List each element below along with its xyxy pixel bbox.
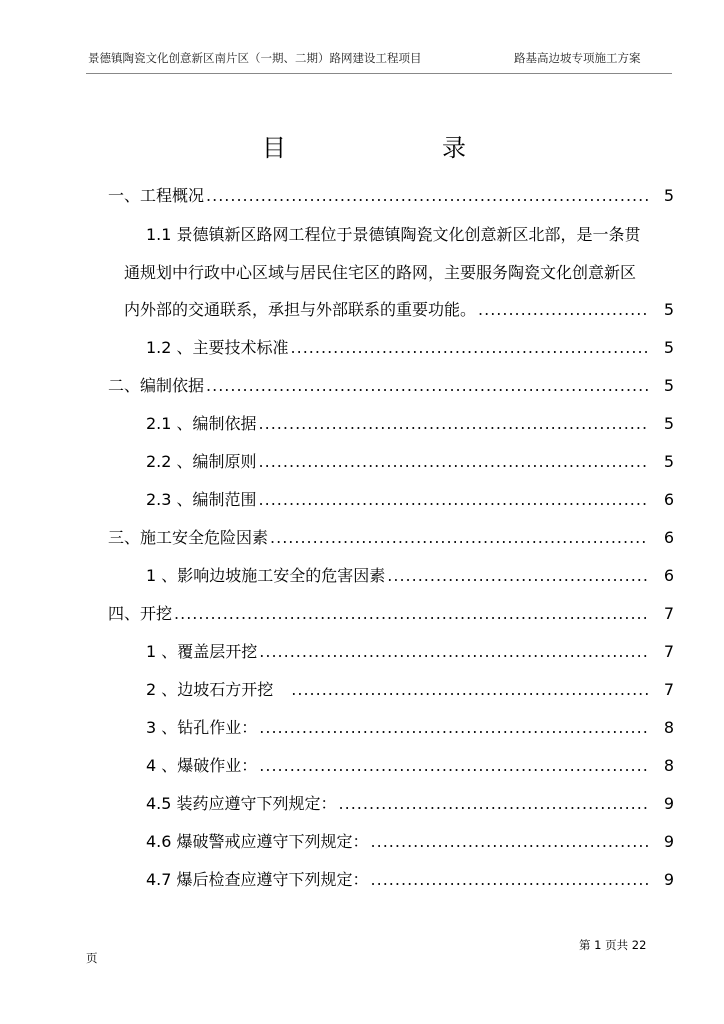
toc-entry-chapter-4[interactable] (108, 604, 674, 624)
toc-entry-label: 二、编制依据 (108, 376, 205, 395)
leader-dots (206, 376, 648, 396)
leader-dots (259, 414, 648, 434)
toc-page-number: 7 (663, 680, 674, 699)
toc-page-number: 8 (663, 756, 674, 775)
toc-entry-2-3[interactable] (146, 490, 674, 510)
toc-page-number: 6 (663, 566, 674, 585)
toc-paragraph-line-2[interactable]: 通规划中行政中心区域与居民住宅区的路网，主要服务陶瓷文化创意新区 (124, 263, 637, 282)
leader-dots (371, 832, 648, 852)
leader-dots (259, 718, 648, 738)
toc-page-number: 7 (663, 642, 674, 661)
toc-entry-4-5[interactable] (146, 794, 674, 814)
toc-entry-4-6[interactable] (146, 832, 674, 852)
toc-page-number: 9 (663, 870, 674, 889)
leader-dots (387, 566, 648, 586)
leader-dots (206, 186, 648, 206)
toc-page-number: 7 (663, 604, 674, 623)
leader-dots (270, 528, 648, 548)
toc-page-number: 5 (663, 338, 674, 357)
toc-entry-label: 1.2 、主要技术标准 (146, 338, 289, 357)
toc-entry-chapter-1[interactable] (108, 186, 674, 206)
toc-entry-2-2[interactable] (146, 452, 674, 472)
leader-dots (174, 604, 648, 624)
toc-entry-4-2[interactable] (146, 680, 674, 700)
toc-page-number: 6 (663, 528, 674, 547)
running-header-document: 路基高边坡专项施工方案 (514, 51, 641, 65)
toc-entry-label: 1 、影响边坡施工安全的危害因素 (146, 566, 386, 585)
footer-page-suffix: 页 (86, 951, 98, 965)
toc-page-number: 6 (663, 490, 674, 509)
toc-page-number: 5 (663, 452, 674, 471)
toc-paragraph-line-1[interactable]: 1.1 景德镇新区路网工程位于景德镇陶瓷文化创意新区北部，是一条贯 (146, 225, 641, 244)
leader-dots (259, 490, 648, 510)
leader-dots (259, 756, 648, 776)
toc-page-number: 9 (663, 832, 674, 851)
toc-entry-4-7[interactable] (146, 870, 674, 890)
toc-entry-label: 内外部的交通联系，承担与外部联系的重要功能。 (124, 300, 477, 319)
toc-page-number: 8 (663, 718, 674, 737)
leader-dots (339, 794, 648, 814)
toc-page-number: 5 (663, 414, 674, 433)
toc-entry-label: 4 、爆破作业： (146, 756, 258, 775)
toc-entry-chapter-3[interactable] (108, 528, 674, 548)
toc-entry-4-1[interactable] (146, 642, 674, 662)
running-header-project: 景德镇陶瓷文化创意新区南片区（一期、二期）路网建设工程项目 (88, 51, 422, 65)
toc-entry-label: 4.6 爆破警戒应遵守下列规定： (146, 832, 369, 851)
toc-entry-4-4[interactable] (146, 756, 674, 776)
toc-entry-label: 2.1 、编制依据 (146, 414, 257, 433)
leader-dots (478, 300, 648, 320)
toc-entry-3-1[interactable] (146, 566, 674, 586)
leader-dots (291, 680, 648, 700)
toc-paragraph-line-3[interactable] (124, 300, 674, 320)
leader-dots (259, 642, 648, 662)
toc-entry-2-1[interactable] (146, 414, 674, 434)
footer-page-number: 第 1 页共 22 (579, 938, 647, 952)
toc-entry-label: 三、施工安全危险因素 (108, 528, 269, 547)
leader-dots (371, 870, 648, 890)
toc-entry-label: 1 、覆盖层开挖 (146, 642, 258, 661)
toc-entry-4-3[interactable] (146, 718, 674, 738)
toc-page-number: 5 (663, 300, 674, 319)
toc-entry-1-2[interactable] (146, 338, 674, 358)
toc-title: 目 录 (262, 134, 502, 162)
toc-entry-label: 4.7 爆后检查应遵守下列规定： (146, 870, 369, 889)
toc-entry-label: 4.5 装药应遵守下列规定： (146, 794, 337, 813)
toc-entry-label: 2.2 、编制原则 (146, 452, 257, 471)
toc-entry-label: 2 、边坡石方开挖 (146, 680, 290, 699)
toc-page-number: 5 (663, 186, 674, 205)
toc-page-number: 9 (663, 794, 674, 813)
toc-entry-label: 四、开挖 (108, 604, 173, 623)
toc-entry-label: 一、工程概况 (108, 186, 205, 205)
leader-dots (259, 452, 648, 472)
toc-entry-chapter-2[interactable] (108, 376, 674, 396)
toc-entry-label: 2.3 、编制范围 (146, 490, 257, 509)
toc-entry-label: 3 、钻孔作业： (146, 718, 258, 737)
leader-dots (291, 338, 648, 358)
toc-page-number: 5 (663, 376, 674, 395)
